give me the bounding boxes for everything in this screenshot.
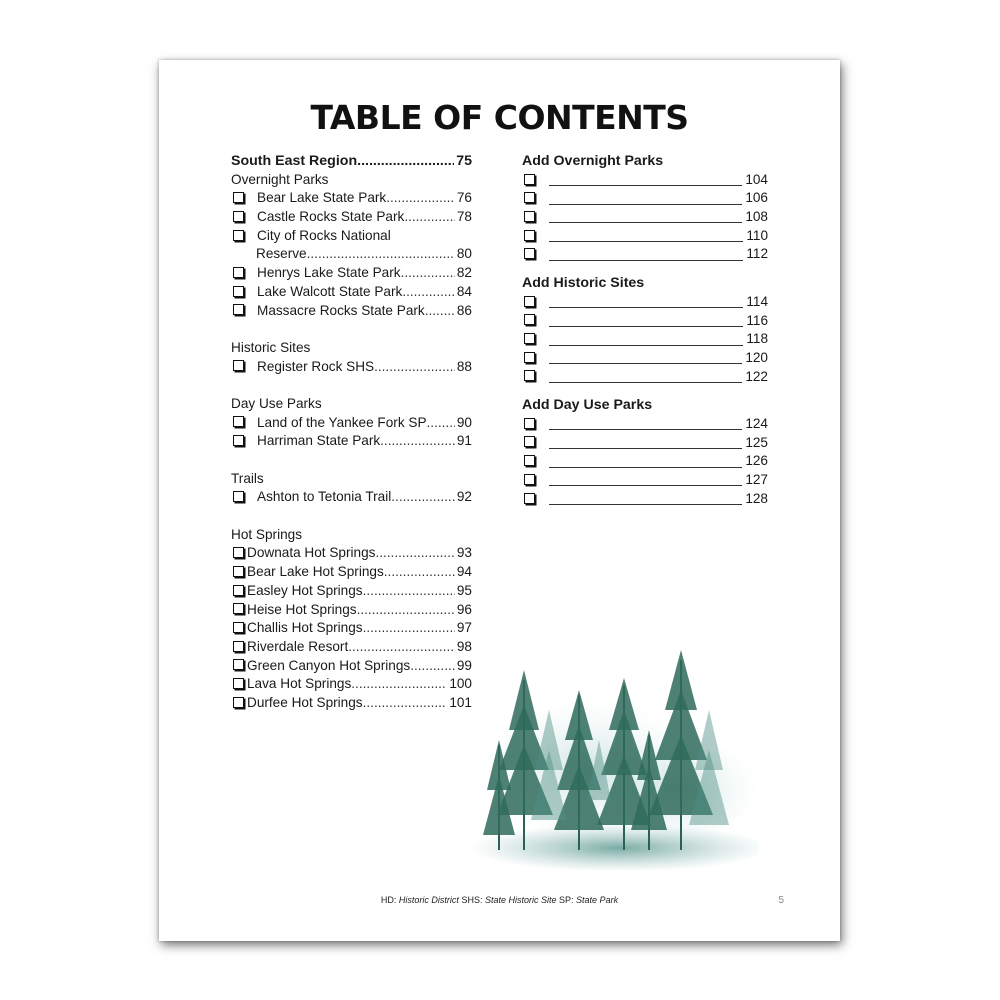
toc-entry[interactable]: Riverdale Resort ..... 98 [231, 638, 472, 657]
checkbox[interactable] [524, 230, 535, 241]
write-in-line[interactable] [549, 456, 742, 468]
toc-entry[interactable]: Bear Lake Hot Springs ..... 94 [231, 563, 472, 582]
checkbox[interactable] [233, 435, 244, 446]
toc-entry[interactable]: Castle Rocks State Park ..... 78 [231, 208, 472, 227]
region-label: South East Region [231, 153, 358, 169]
section-heading-hotsprings: Hot Springs [231, 526, 303, 542]
checkbox[interactable] [524, 248, 535, 259]
toc-entry[interactable]: Harriman State Park ..... 91 [231, 432, 472, 451]
section-heading-dayuse: Day Use Parks [231, 395, 322, 411]
toc-entry[interactable]: Ashton to Tetonia Trail ..... 92 [231, 488, 472, 507]
section-heading-overnight: Overnight Parks [231, 171, 329, 187]
write-in-line[interactable] [549, 334, 743, 346]
checkbox[interactable] [524, 333, 535, 344]
toc-entry[interactable]: Lake Walcott State Park ..... 84 [231, 283, 472, 302]
checkbox[interactable] [233, 697, 244, 708]
checkbox[interactable] [524, 352, 535, 363]
write-in-line[interactable] [549, 296, 743, 308]
blank-entry[interactable]: 116 [522, 312, 768, 331]
blank-entry[interactable]: 125 [522, 434, 768, 453]
section-heading-add-overnight: Add Overnight Parks [522, 153, 664, 169]
checkbox[interactable] [524, 493, 535, 504]
checkbox[interactable] [233, 547, 244, 558]
toc-entry-continued[interactable]: Reserve ..... 80 [231, 245, 472, 264]
checkbox[interactable] [524, 455, 535, 466]
write-in-line[interactable] [549, 193, 742, 205]
write-in-line[interactable] [549, 437, 742, 449]
blank-entry[interactable]: 120 [522, 349, 768, 368]
section-heading-trails: Trails [231, 470, 264, 486]
toc-entry[interactable]: Challis Hot Springs ..... 97 [231, 619, 472, 638]
checkbox[interactable] [233, 659, 244, 670]
blank-entry[interactable]: 106 [522, 189, 768, 208]
write-in-line[interactable] [549, 230, 743, 242]
toc-entry[interactable]: City of Rocks National [231, 227, 472, 246]
region-page: 75 [456, 153, 472, 169]
document-page [159, 60, 840, 941]
blank-entry[interactable]: 118 [522, 330, 768, 349]
blank-entry[interactable]: 104 [522, 171, 768, 190]
toc-entry[interactable]: Green Canyon Hot Springs ..... 99 [231, 657, 472, 676]
checkbox[interactable] [524, 296, 535, 307]
write-in-line[interactable] [549, 174, 742, 186]
toc-entry[interactable]: Lava Hot Springs ..... 100 [231, 675, 472, 694]
checkbox[interactable] [233, 286, 244, 297]
blank-entry[interactable]: 128 [522, 490, 768, 509]
page-title: TABLE OF CONTENTS [310, 98, 689, 137]
section-heading-add-dayuse: Add Day Use Parks [522, 397, 653, 414]
checkbox[interactable] [233, 304, 244, 315]
blank-entry[interactable]: 122 [522, 368, 768, 387]
checkbox[interactable] [233, 416, 244, 427]
toc-entry[interactable]: Land of the Yankee Fork SP ..... 90 [231, 414, 472, 433]
blank-entry[interactable]: 124 [522, 415, 768, 434]
checkbox[interactable] [233, 585, 244, 596]
checkbox[interactable] [524, 436, 535, 447]
blank-entry[interactable]: 108 [522, 208, 768, 227]
abbreviation-footer: HD: Historic District SHS: State Historic Site SP: State Park [380, 895, 619, 905]
checkbox[interactable] [233, 267, 244, 278]
toc-right-column [522, 152, 768, 508]
toc-entry[interactable]: Henrys Lake State Park ..... 82 [231, 264, 472, 283]
checkbox[interactable] [233, 230, 244, 241]
toc-entry[interactable]: Easley Hot Springs ..... 95 [231, 582, 472, 601]
toc-entry[interactable]: Durfee Hot Springs ..... 101 [231, 694, 472, 713]
write-in-line[interactable] [549, 352, 742, 364]
blank-entry[interactable]: 126 [522, 452, 768, 471]
write-in-line[interactable] [549, 418, 742, 430]
checkbox[interactable] [524, 370, 535, 381]
write-in-line[interactable] [549, 371, 742, 383]
write-in-line[interactable] [549, 249, 743, 261]
blank-entry[interactable]: 110 [522, 227, 768, 246]
checkbox[interactable] [233, 622, 244, 633]
toc-entry[interactable]: Bear Lake State Park ..... 76 [231, 189, 472, 208]
checkbox[interactable] [524, 418, 535, 429]
checkbox[interactable] [233, 603, 244, 614]
blank-entry[interactable]: 112 [522, 245, 768, 264]
section-heading-add-historic: Add Historic Sites [522, 275, 645, 292]
toc-entry[interactable]: Massacre Rocks State Park ..... 86 [231, 302, 472, 321]
checkbox[interactable] [233, 491, 244, 502]
checkbox[interactable] [233, 566, 244, 577]
region-entry[interactable] [231, 152, 472, 171]
blank-entry[interactable]: 127 [522, 471, 768, 490]
checkbox[interactable] [524, 474, 535, 485]
checkbox[interactable] [524, 211, 535, 222]
toc-entry[interactable]: Register Rock SHS ..... 88 [231, 358, 472, 377]
page-number: 5 [778, 895, 784, 906]
checkbox[interactable] [233, 192, 244, 203]
section-heading-historic: Historic Sites [231, 339, 311, 355]
checkbox[interactable] [233, 641, 244, 652]
toc-left-column [231, 152, 472, 713]
blank-entry[interactable]: 114 [522, 293, 768, 312]
checkbox[interactable] [233, 360, 244, 371]
toc-entry[interactable]: Heise Hot Springs ..... 96 [231, 601, 472, 620]
toc-entry[interactable]: Downata Hot Springs ..... 93 [231, 544, 472, 563]
write-in-line[interactable] [549, 315, 743, 327]
checkbox[interactable] [524, 314, 535, 325]
checkbox[interactable] [233, 678, 244, 689]
write-in-line[interactable] [549, 493, 742, 505]
checkbox[interactable] [524, 192, 535, 203]
checkbox[interactable] [233, 211, 244, 222]
pine-trees-illustration [469, 650, 759, 870]
write-in-line[interactable] [549, 474, 742, 486]
write-in-line[interactable] [549, 211, 742, 223]
checkbox[interactable] [524, 174, 535, 185]
